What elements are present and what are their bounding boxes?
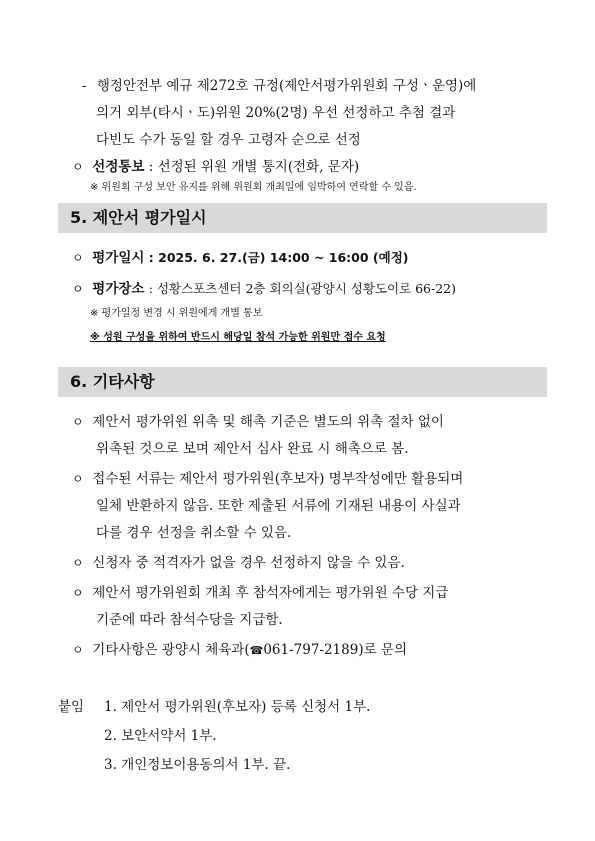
contact-line [72,641,407,660]
misc-item-4-line-1 [72,584,448,602]
attachment-item-1: 1. 제안서 평가위원(후보자) 등록 신청서 1부. [104,699,371,715]
section-6-title: 6. 기타사항 [70,372,155,391]
circle-bullet-icon: ㅇ [72,556,84,570]
section-5-header [58,203,547,233]
misc-item-2-text: 접수된 서류는 제안서 평가위원(후보자) 명부작성에만 활용되며 [92,471,464,487]
eval-date-label: 평가일시 [92,250,145,266]
intro-dash: - [82,78,87,94]
intro-text-1: 행정안전부 예규 제272호 규정(제안서평가위원회 구성ㆍ운영)에 [96,78,477,94]
attachment-item-2: 2. 보안서약서 1부. [104,728,217,744]
circle-bullet-icon: ㅇ [72,643,84,657]
eval-place-value: : 성황스포츠센터 2층 회의실(광양시 성황도이로 66-22) [148,281,457,296]
misc-item-2-line-3: 다를 경우 선정을 취소할 수 있음. [96,525,292,541]
phone-icon: ☎ [249,644,264,657]
misc-item-4-line-2: 기준에 따라 참석수당을 지급함. [96,612,283,628]
eval-date-value: : 2025. 6. 27.(금) 14:00 ~ 16:00 (예정) [148,250,409,265]
eval-place-label: 평가장소 [92,281,145,297]
misc-item-1-line-1 [72,413,444,431]
circle-bullet-icon: ㅇ [72,282,84,296]
circle-bullet-icon: ㅇ [72,160,84,174]
intro-line-2: 의거 외부(타시ㆍ도)위원 20%(2명) 우선 선정하고 추첨 결과 [96,105,456,121]
notify-note: ※ 위원회 구성 보안 유지를 위해 위원회 개최일에 임박하여 연락할 수 있음. [90,182,417,193]
misc-item-3-line-1 [72,554,405,572]
misc-item-3-text: 신청자 중 적격자가 없을 경우 선정하지 않을 수 있음. [92,555,405,571]
eval-date-line [72,249,408,267]
circle-bullet-icon: ㅇ [72,472,84,486]
attachment-item-3: 3. 개인정보이용동의서 1부. 끝. [104,757,291,773]
attendance-warning: ※ 성원 구성을 위하여 반드시 해당일 참석 가능한 위원만 접수 요청 [90,332,386,343]
contact-phone: 061-797-2189 [263,642,359,658]
misc-item-1-line-2: 위촉된 것으로 보며 제안서 심사 완료 시 해촉으로 봄. [96,441,409,457]
notify-label: 선정통보 [92,159,145,175]
notify-line [72,158,359,176]
misc-item-1-text: 제안서 평가위원 위촉 및 해촉 기준은 별도의 위촉 절차 없이 [92,414,444,430]
intro-line-1 [82,77,476,95]
section-5-title: 5. 제안서 평가일시 [70,208,207,227]
contact-suffix: )로 문의 [358,642,408,658]
circle-bullet-icon: ㅇ [72,586,84,600]
schedule-change-note: ※ 평가일정 변경 시 위원에게 개별 통보 [90,308,263,319]
circle-bullet-icon: ㅇ [72,251,84,265]
misc-item-4-text: 제안서 평가위원회 개최 후 참석자에게는 평가위원 수당 지급 [92,585,449,601]
misc-item-2-line-2: 일체 반환하지 않음. 또한 제출된 서류에 기재된 내용이 사실과 [96,498,461,514]
circle-bullet-icon: ㅇ [72,415,84,429]
section-6-header [58,367,547,397]
eval-place-line [72,280,456,298]
notify-text: : 선정된 위원 개별 통지(전화, 문자) [148,159,360,175]
intro-line-3: 다빈도 수가 동일 할 경우 고령자 순으로 선정 [96,132,361,148]
attachments-label: 붙임 [58,699,85,715]
contact-prefix: 기타사항은 광양시 체육과( [92,642,250,658]
misc-item-2-line-1 [72,470,463,488]
